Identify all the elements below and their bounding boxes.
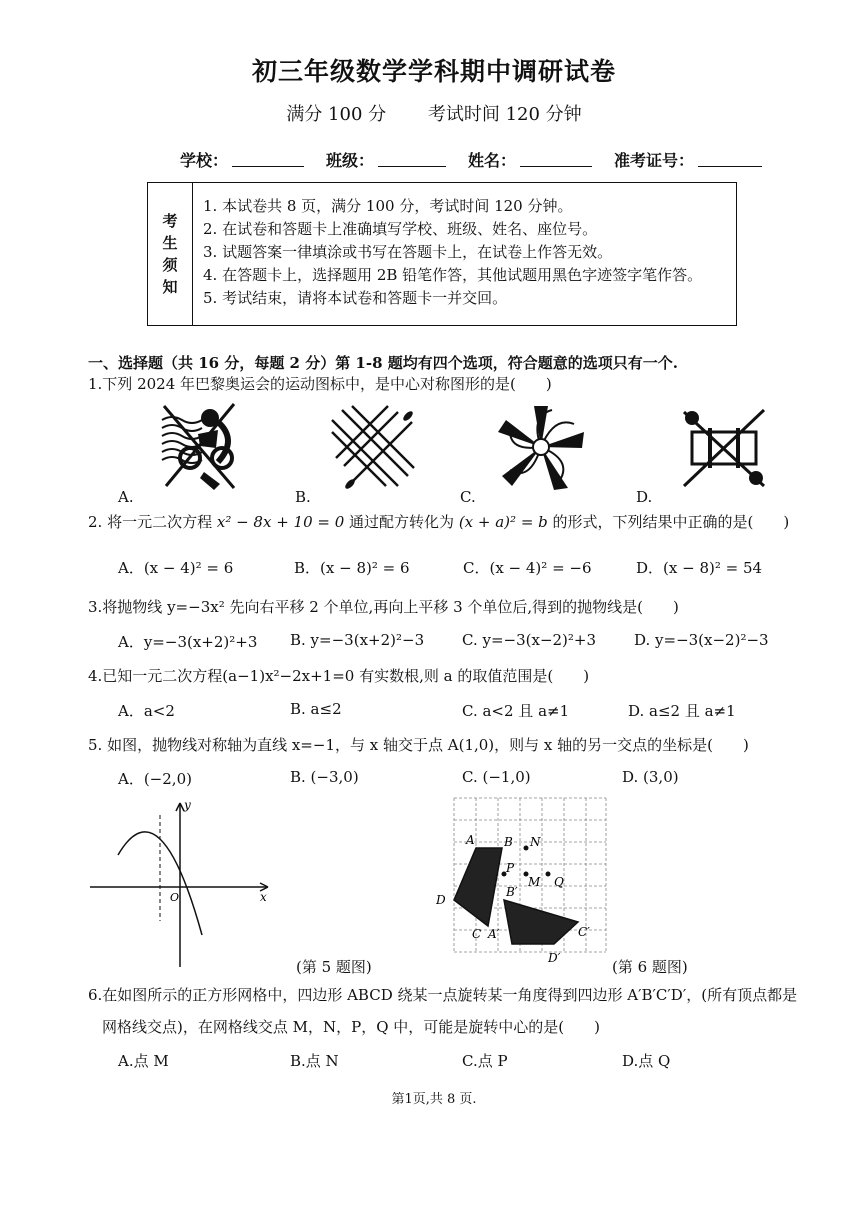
q3-stem: 3.将抛物线 y=−3x² 先向右平移 2 个单位,再向上平移 3 个单位后,得到的抛物线是( ): [88, 598, 679, 616]
q3-option-b[interactable]: B. y=−3(x+2)²−3: [290, 631, 425, 649]
label-d2: D′: [548, 951, 561, 965]
name-field[interactable]: [520, 148, 592, 167]
exam-time: 考试时间 120 分钟: [427, 104, 582, 125]
section-heading: 一、选择题（共 16 分，每题 2 分）第 1-8 题均有四个选项，符合题意的选项只有一个.: [88, 354, 678, 372]
q6-grid-figure: [430, 792, 616, 970]
label-q: Q: [554, 875, 564, 889]
q5-option-c[interactable]: C. (−1,0): [462, 768, 531, 786]
label-d: D: [436, 893, 446, 907]
q2-form: (x + a)² = b: [458, 513, 548, 531]
page-footer: 第1页,共 8 页.: [391, 1092, 477, 1107]
q1-option-a[interactable]: A.: [118, 488, 134, 506]
notice-item: 3. 试题答案一律填涂或书写在答题卡上，在试卷上作答无效。: [203, 243, 613, 261]
q5-option-b[interactable]: B. (−3,0): [290, 768, 359, 786]
student-info-row: [180, 148, 762, 171]
y-label: y: [184, 798, 191, 812]
q5-stem: 5. 如图，抛物线对称轴为直线 x=−1，与 x 轴交于点 A(1,0)，则与 x 轴的另一交点的坐标是( ): [88, 736, 749, 754]
x-label: x: [260, 890, 267, 904]
q2-stem: 2. 将一元二次方程 x² − 8x + 10 = 0 通过配方转化为 (x + a)² = b 的形式，下列结果中正确的是( ): [88, 513, 790, 531]
class-label: 班级：: [326, 151, 375, 170]
q6-option-d[interactable]: D.点 Q: [622, 1052, 671, 1070]
origin-label: O: [170, 891, 180, 904]
notice-item: 5. 考试结束，请将本试卷和答题卡一并交回。: [203, 289, 508, 307]
label-n: N: [530, 835, 541, 849]
school-label: 学校：: [180, 151, 229, 170]
label-b2: B′: [506, 885, 518, 899]
quad-a2b2c2d2: [504, 900, 578, 944]
notice-item: 2. 在试卷和答题卡上准确填写学校、班级、姓名、座位号。: [203, 220, 598, 238]
rowing-icon: [328, 402, 416, 490]
q5-option-a[interactable]: A．(−2,0): [118, 770, 192, 788]
label-c: C: [472, 927, 482, 941]
notice-box: [147, 182, 737, 326]
class-field[interactable]: [378, 148, 446, 167]
q2-option-c[interactable]: C．(x − 4)² = −6: [463, 559, 592, 577]
q1-option-b[interactable]: B.: [295, 488, 311, 506]
point-n: [524, 846, 529, 851]
q3-option-a[interactable]: A．y=−3(x+2)²+3: [118, 633, 258, 651]
cycling-icon: [160, 400, 240, 492]
q4-option-c[interactable]: C. a<2 且 a≠1: [462, 702, 570, 720]
q1-stem: 1.下列 2024 年巴黎奥运会的运动图标中，是中心对称图形的是( ): [88, 375, 552, 393]
notice-item: 4. 在答题卡上，选择题用 2B 铅笔作答，其他试题用黑色字迹签字笔作答。: [203, 266, 703, 284]
label-b: B: [504, 835, 513, 849]
q2-equation: x² − 8x + 10 = 0: [216, 513, 345, 531]
q6-option-c[interactable]: C.点 P: [462, 1052, 508, 1070]
q6-option-a[interactable]: A.点 M: [118, 1052, 169, 1070]
notice-item: 1. 本试卷共 8 页，满分 100 分，考试时间 120 分钟。: [203, 197, 573, 215]
q6-stem-line2: 网格线交点)，在网格线交点 M，N，P，Q 中，可能是旋转中心的是( ): [102, 1018, 600, 1036]
exam-title: 初三年级数学学科期中调研试卷: [251, 57, 616, 86]
flower-icon: [494, 402, 588, 492]
q5-parabola-figure: [88, 795, 278, 973]
label-a2: A′: [488, 927, 500, 941]
q2-option-a[interactable]: A．(x − 4)² = 6: [118, 559, 234, 577]
q2-option-b[interactable]: B．(x − 8)² = 6: [294, 559, 410, 577]
q4-option-d[interactable]: D. a≤2 且 a≠1: [628, 702, 736, 720]
label-m: M: [528, 875, 541, 889]
q3-option-d[interactable]: D. y=−3(x−2)²−3: [634, 631, 769, 649]
q6-option-b[interactable]: B.点 N: [290, 1052, 339, 1070]
q5-figure-caption: (第 5 题图): [296, 958, 372, 976]
quad-abcd: [454, 848, 502, 926]
parabola-curve: [118, 832, 202, 935]
q5-option-d[interactable]: D. (3,0): [622, 768, 679, 786]
label-p: P: [506, 861, 515, 875]
exam-no-label: 准考证号：: [614, 151, 695, 170]
q6-stem-line1: 6.在如图所示的正方形网格中，四边形 ABCD 绕某一点旋转某一角度得到四边形 A′B′C′D′，(所有顶点都是: [88, 986, 798, 1004]
full-score: 满分 100 分: [286, 104, 387, 125]
q1-option-d[interactable]: D.: [636, 488, 653, 506]
notice-label: 考 生 须 知: [148, 183, 193, 325]
q4-stem: 4.已知一元二次方程(a−1)x²−2x+1=0 有实数根,则 a 的取值范围是( ): [88, 667, 590, 685]
label-a: A: [466, 833, 475, 847]
label-c2: C′: [578, 925, 590, 939]
q4-option-b[interactable]: B. a≤2: [290, 700, 342, 718]
point-q: [546, 872, 551, 877]
q3-option-c[interactable]: C. y=−3(x−2)²+3: [462, 631, 597, 649]
notice-list: [193, 183, 702, 325]
name-label: 姓名：: [468, 151, 517, 170]
exam-subtitle: [0, 100, 868, 126]
school-field[interactable]: [232, 148, 304, 167]
q4-option-a[interactable]: A．a<2: [118, 702, 175, 720]
q6-figure-caption: (第 6 题图): [612, 958, 688, 976]
q2-option-d[interactable]: D．(x − 8)² = 54: [636, 559, 763, 577]
q1-option-c[interactable]: C.: [460, 488, 476, 506]
skateboard-icon: [678, 404, 770, 492]
exam-no-field[interactable]: [698, 148, 762, 167]
